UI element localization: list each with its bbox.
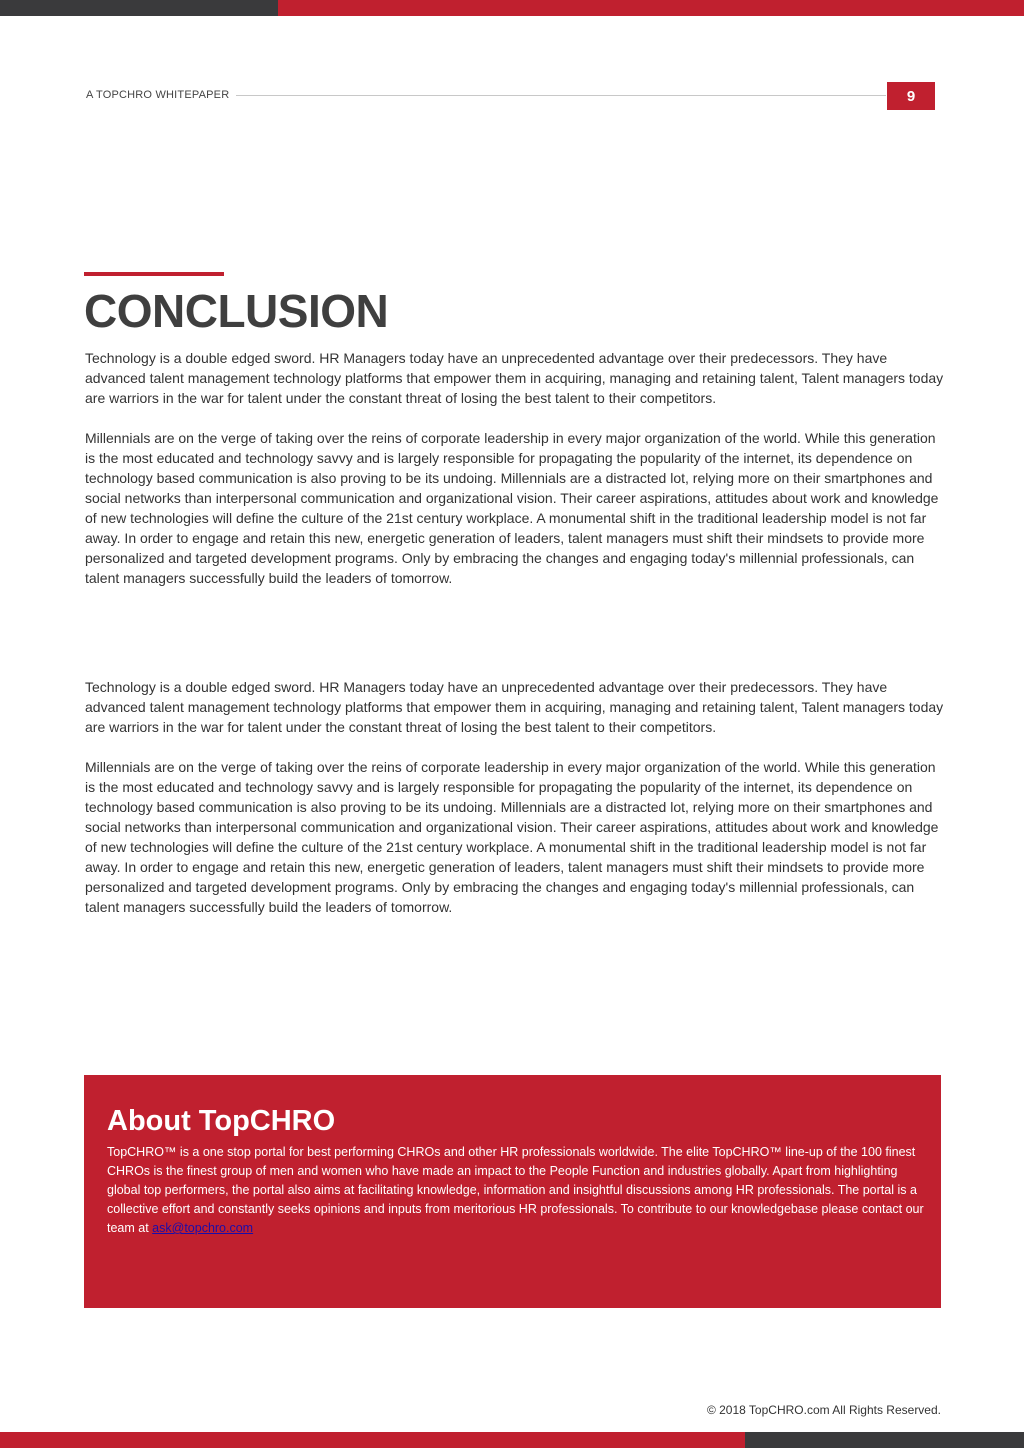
top-bar-red-segment [278, 0, 1024, 16]
contact-email-link[interactable]: ask@topchro.com [152, 1221, 254, 1235]
about-text [107, 1143, 933, 1238]
bottom-bar-dark-segment [745, 1432, 1024, 1448]
about-body: TopCHRO™ is a one stop portal for best performing CHROs and other HR professionals worldwide. The elite TopCHRO™ line-up of the 100 finest CHROs is the finest group of men and women who have made an impact to the People Function and industries globally. Apart from highlighting global top performers, the portal also aims at facilitating knowledge, information and insightful discussions among HR professionals. The portal is a collective effort and constantly seeks opinions and inputs from meritorious HR professionals. To contribute to our knowledgebase please contact our team at [107, 1145, 924, 1235]
title-accent-line [84, 272, 224, 276]
bottom-bar-red-segment [0, 1432, 745, 1448]
paragraph-2: Millennials are on the verge of taking over the reins of corporate leadership in every major organization of the world. While this generation is the most educated and technology savvy and is largely responsible for propagating the popularity of the internet, its dependence on technology based communication is also proving to be its undoing. Millennials are a distracted lot, relying more on their smartphones and social networks than interpersonal communication and organizational vision. Their career aspirations, attitudes about work and knowledge of new technologies will define the culture of the 21st century workplace. A monumental shift in the traditional leadership model is not far away. In order to engage and retain this new, energetic generation of leaders, talent managers must shift their mindsets to provide more personalized and targeted development programs. Only by embracing the changes and engaging today's millennial professionals, can talent managers successfully build the leaders of tomorrow. [85, 430, 939, 586]
copyright-text: © 2018 TopCHRO.com All Rights Reserved. [706, 1403, 941, 1417]
header-label: A TOPCHRO WHITEPAPER [86, 89, 230, 101]
section-title: CONCLUSION [84, 285, 389, 337]
page-number-badge: 9 [887, 82, 935, 110]
about-title: About TopCHRO [107, 1105, 336, 1137]
about-panel [84, 1075, 941, 1308]
paragraph-3: Technology is a double edged sword. HR Managers today have an unprecedented advantage over their predecessors. They have advanced talent management technology platforms that empower them in acquiring, managing and retaining talent, Talent managers today are warriors in the war for talent under the constant threat of losing the best talent to their competitors. [85, 679, 944, 735]
paragraph-4: Millennials are on the verge of taking over the reins of corporate leadership in every major organization of the world. While this generation is the most educated and technology savvy and is largely responsible for propagating the popularity of the internet, its dependence on technology based communication is also proving to be its undoing. Millennials are a distracted lot, relying more on their smartphones and social networks than interpersonal communication and organizational vision. Their career aspirations, attitudes about work and knowledge of new technologies will define the culture of the 21st century workplace. A monumental shift in the traditional leadership model is not far away. In order to engage and retain this new, energetic generation of leaders, talent managers must shift their mindsets to provide more personalized and targeted development programs. Only by embracing the changes and engaging today's millennial professionals, can talent managers successfully build the leaders of tomorrow. [85, 759, 939, 915]
header-divider [236, 95, 886, 96]
paragraph-1: Technology is a double edged sword. HR Managers today have an unprecedented advantage over their predecessors. They have advanced talent management technology platforms that empower them in acquiring, managing and retaining talent, Talent managers today are warriors in the war for talent under the constant threat of losing the best talent to their competitors. [85, 350, 944, 406]
top-bar-dark-segment [0, 0, 278, 16]
